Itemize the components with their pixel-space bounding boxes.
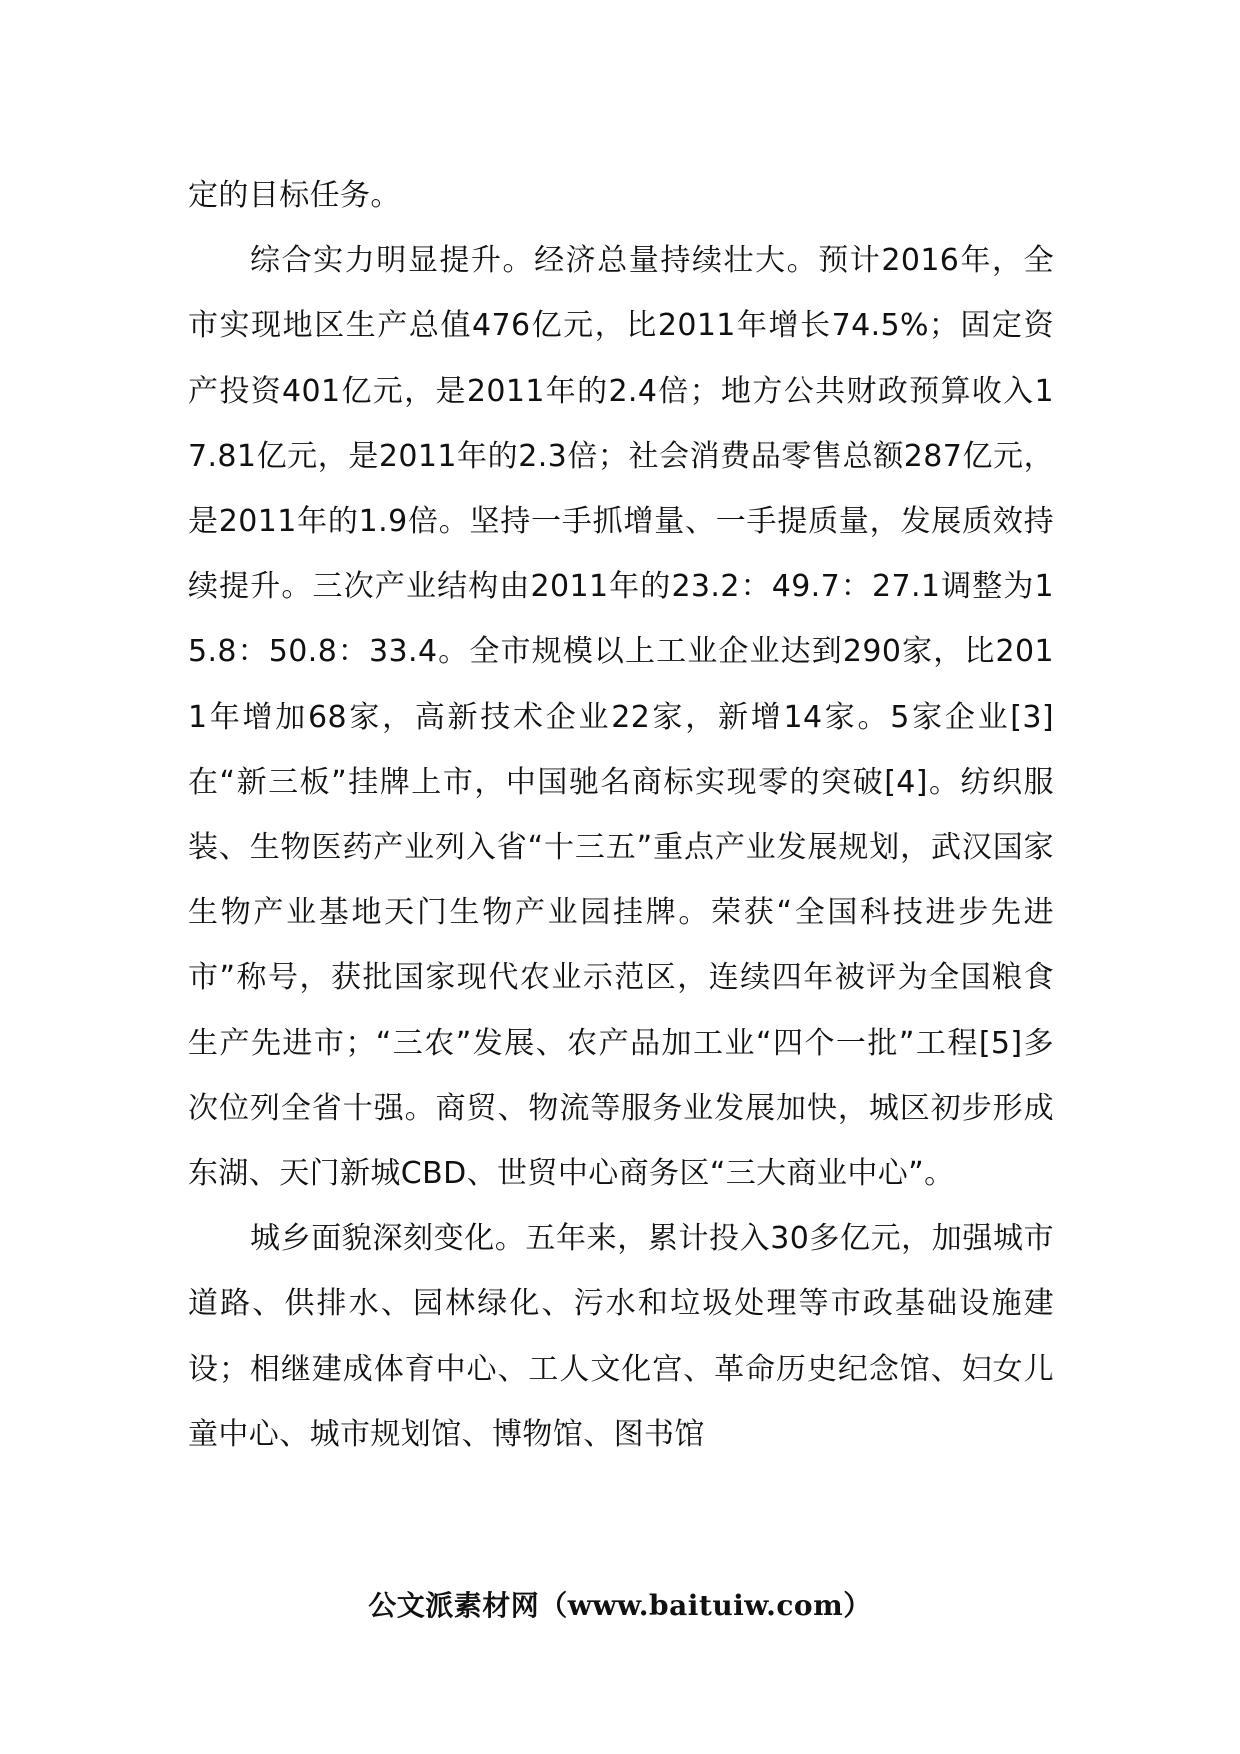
paragraph-economic-strength: 综合实力明显提升。经济总量持续壮大。预计2016年，全市实现地区生产总值476亿元，比2011年增长74.5%；固定资产投资401亿元，是2011年的2.4倍；地方公共财政预算收入17.81亿元，是2011年的2.3倍；社会消费品零售总额287亿元，是2011年的1.9倍。坚持一手抓增量、一手提质量，发展质效持续提升。三次产业结构由2011年的23.2：49.7：27.1调整为15.8：50.8：33.4。全市规模以上工业企业达到290家，比2011年增加68家，高新技术企业22家，新增14家。5家企业[3]在“新三板”挂牌上市，中国驰名商标实现零的突破[4]。纺织服装、生物医药产业列入省“十三五”重点产业发展规划，武汉国家生物产业基地天门生物产业园挂牌。荣获“全国科技进步先进市”称号，获批国家现代农业示范区，连续四年被评为全国粮食生产先进市；“三农”发展、农产品加工业“四个一批”工程[5]多次位列全省十强。商贸、物流等服务业发展加快，城区初步形成东湖、天门新城CBD、世贸中心商务区“三大商业中心”。 [188,243,1054,1192]
paragraph-continuation: 定的目标任务。 [188,178,401,213]
paragraph-urban-rural-change: 城乡面貌深刻变化。五年来，累计投入30多亿元，加强城市道路、供排水、园林绿化、污水和垃圾处理等市政基础设施建设；相继建成体育中心、工人文化宫、革命历史纪念馆、妇女儿童中心、城市规划馆、博物馆、图书馆 [188,1221,1054,1452]
footer-watermark-text: 公文派素材网（www.baituiw.com） [368,1589,872,1622]
document-body [188,163,1054,1467]
